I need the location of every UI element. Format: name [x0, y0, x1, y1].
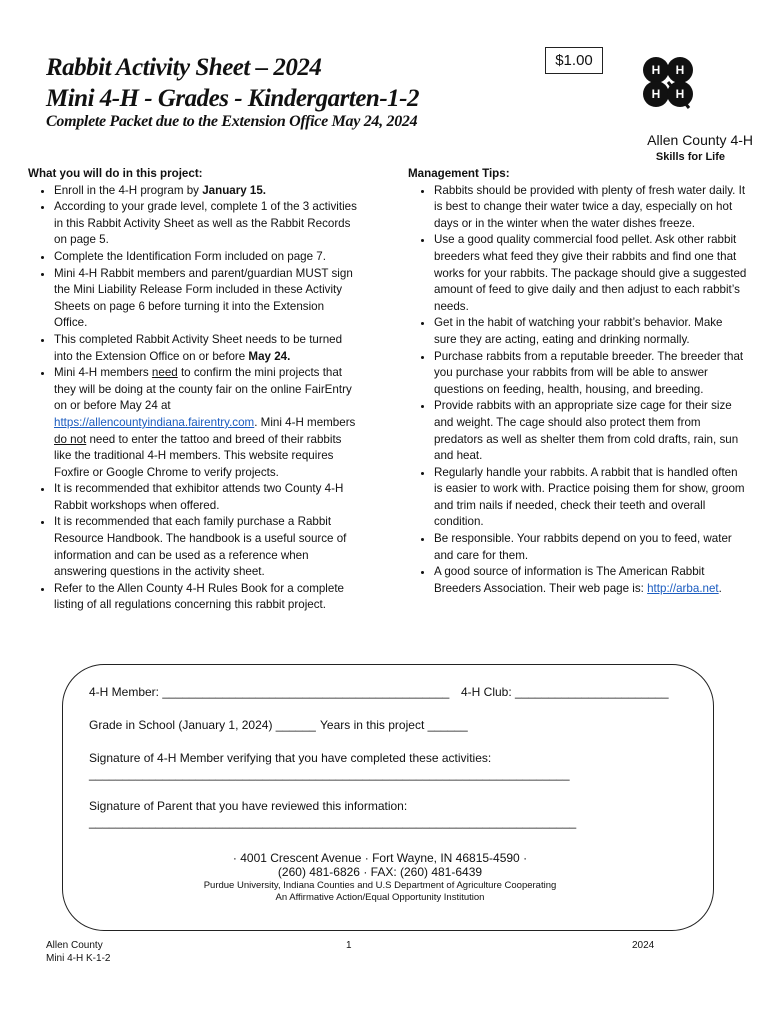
footer-org-name: Allen County — [46, 940, 103, 951]
purdue-statement: Purdue University, Indiana Counties and U.S Department of Agriculture Cooperating — [203, 880, 557, 891]
office-address: · 4001 Crescent Avenue · Fort Wayne, IN 46815-4590 · — [232, 851, 528, 865]
svg-text:H: H — [651, 87, 661, 101]
4-h-clover-logo-icon — [634, 48, 702, 116]
page-number: 1 — [346, 940, 352, 951]
project-section — [28, 166, 358, 614]
eoe-statement: An Affirmative Action/Equal Opportunity Institution — [275, 892, 485, 903]
footer-code: Mini 4-H K-1-2 — [46, 953, 111, 964]
footer-year: 2024 — [632, 940, 655, 951]
parent-signature-label: Signature of Parent that you have reviewed this information: — [89, 799, 408, 813]
list-item: • Rabbits should be provided with plenty of fresh water daily. It is best to change their water twice a day, especially on hot days or in the winter when the water dishes freeze. — [433, 183, 748, 233]
list-item: • Purchase rabbits from a reputable breeder. The breeder that you purchase your rabbits from will be able to answer questions on feeding, health, housing, and breeding. — [433, 349, 748, 399]
list-item: • Regularly handle your rabbits. A rabbit that is handled often is easier to work with. Practice poising them for show, groom and trim nails if needed, check their teeth and overall condition. — [433, 465, 748, 531]
page-title — [46, 52, 419, 114]
office-phone: (260) 481-6826 · FAX: (260) 481-6439 — [277, 865, 483, 879]
list-item: • Get in the habit of watching your rabbit’s behavior. Make sure they are acting, eating and drinking normally. — [433, 315, 748, 348]
club-field[interactable]: 4-H Club: _______________________ — [461, 685, 669, 699]
list-item: • Complete the Identification Form included on page 7. — [53, 249, 358, 266]
list-item: • Refer to the Allen County 4-H Rules Book for a complete listing of all regulations concerning this rabbit project. — [53, 581, 358, 614]
list-item: • This completed Rabbit Activity Sheet needs to be turned into the Extension Office on or before May 24. — [53, 332, 358, 365]
list-item: • Enroll in the 4-H program by January 15. — [53, 183, 358, 200]
list-item: • Mini 4-H members need to confirm the mini projects that they will be doing at the county fair on the online FairEntry on or before May 24 at https://allencountyindiana.fairentry.com. Mini 4-H members do not need to enter the tattoo and breed of their rabbits like the traditional 4-H members. This website requires Foxfire or Google Chrome to verify projects. — [53, 365, 358, 481]
svg-text:H: H — [675, 87, 685, 101]
footer-org — [46, 939, 110, 965]
project-list — [28, 183, 358, 614]
member-signature-line[interactable]: ________________________________________________________________________ — [89, 767, 570, 781]
list-item: • A good source of information is The American Rabbit Breeders Association. Their web page is: http://arba.net. — [433, 564, 748, 597]
list-item: • It is recommended that each family purchase a Rabbit Resource Handbook. The handbook is a useful source of information and can be used as a reference when answering questions in the activity sheet. — [53, 514, 358, 580]
page-subtitle: Complete Packet due to the Extension Office May 24, 2024 — [46, 113, 418, 130]
tagline: Skills for Life — [655, 151, 725, 163]
list-item: • Mini 4-H Rabbit members and parent/guardian MUST sign the Mini Liability Release Form included in these Activity Sheets on page 6 before turning it into the Extension Office. — [53, 266, 358, 332]
years-field[interactable]: Years in this project ______ — [320, 718, 468, 732]
tips-section — [408, 166, 748, 597]
svg-text:H: H — [651, 63, 661, 77]
title-line-1: Rabbit Activity Sheet – 2024 — [46, 54, 322, 81]
county-name: Allen County 4-H — [647, 132, 753, 148]
list-item: • Be responsible. Your rabbits depend on you to feed, water and care for them. — [433, 531, 748, 564]
list-item: • Use a good quality commercial food pellet. Ask other rabbit breeders what feed they give their rabbits and find one that works for your rabbits. The package should give a suggested amount of feed to give daily and then adjust to each rabbit’s needs. — [433, 232, 748, 315]
list-item: • According to your grade level, complete 1 of the 3 activities in this Rabbit Activity Sheet as well as the Rabbit Records on page 5. — [53, 199, 358, 249]
parent-signature-line[interactable]: _________________________________________________________________________ — [89, 815, 577, 829]
member-signature-label: Signature of 4-H Member verifying that you have completed these activities: — [89, 751, 492, 765]
tips-list — [408, 183, 748, 598]
list-item: • Provide rabbits with an appropriate size cage for their size and weight. The cage should also protect them from predators as well as shelter them from cold drafts, rain, sun and heat. — [433, 398, 748, 464]
fairentry-link[interactable]: https://allencountyindiana.fairentry.com — [54, 415, 255, 429]
arba-link[interactable]: http://arba.net — [647, 581, 719, 595]
member-field[interactable]: 4-H Member: ___________________________________________ — [89, 685, 450, 699]
price-box: $1.00 — [545, 47, 603, 74]
tips-heading: Management Tips: — [408, 167, 510, 180]
svg-text:H: H — [675, 63, 685, 77]
list-item: • It is recommended that exhibitor attends two County 4-H Rabbit workshops when offered. — [53, 481, 358, 514]
title-line-2: Mini 4-H - Grades - Kindergarten-1-2 — [46, 85, 419, 112]
grade-field[interactable]: Grade in School (January 1, 2024) ______ — [89, 718, 316, 732]
project-heading: What you will do in this project: — [28, 167, 203, 180]
